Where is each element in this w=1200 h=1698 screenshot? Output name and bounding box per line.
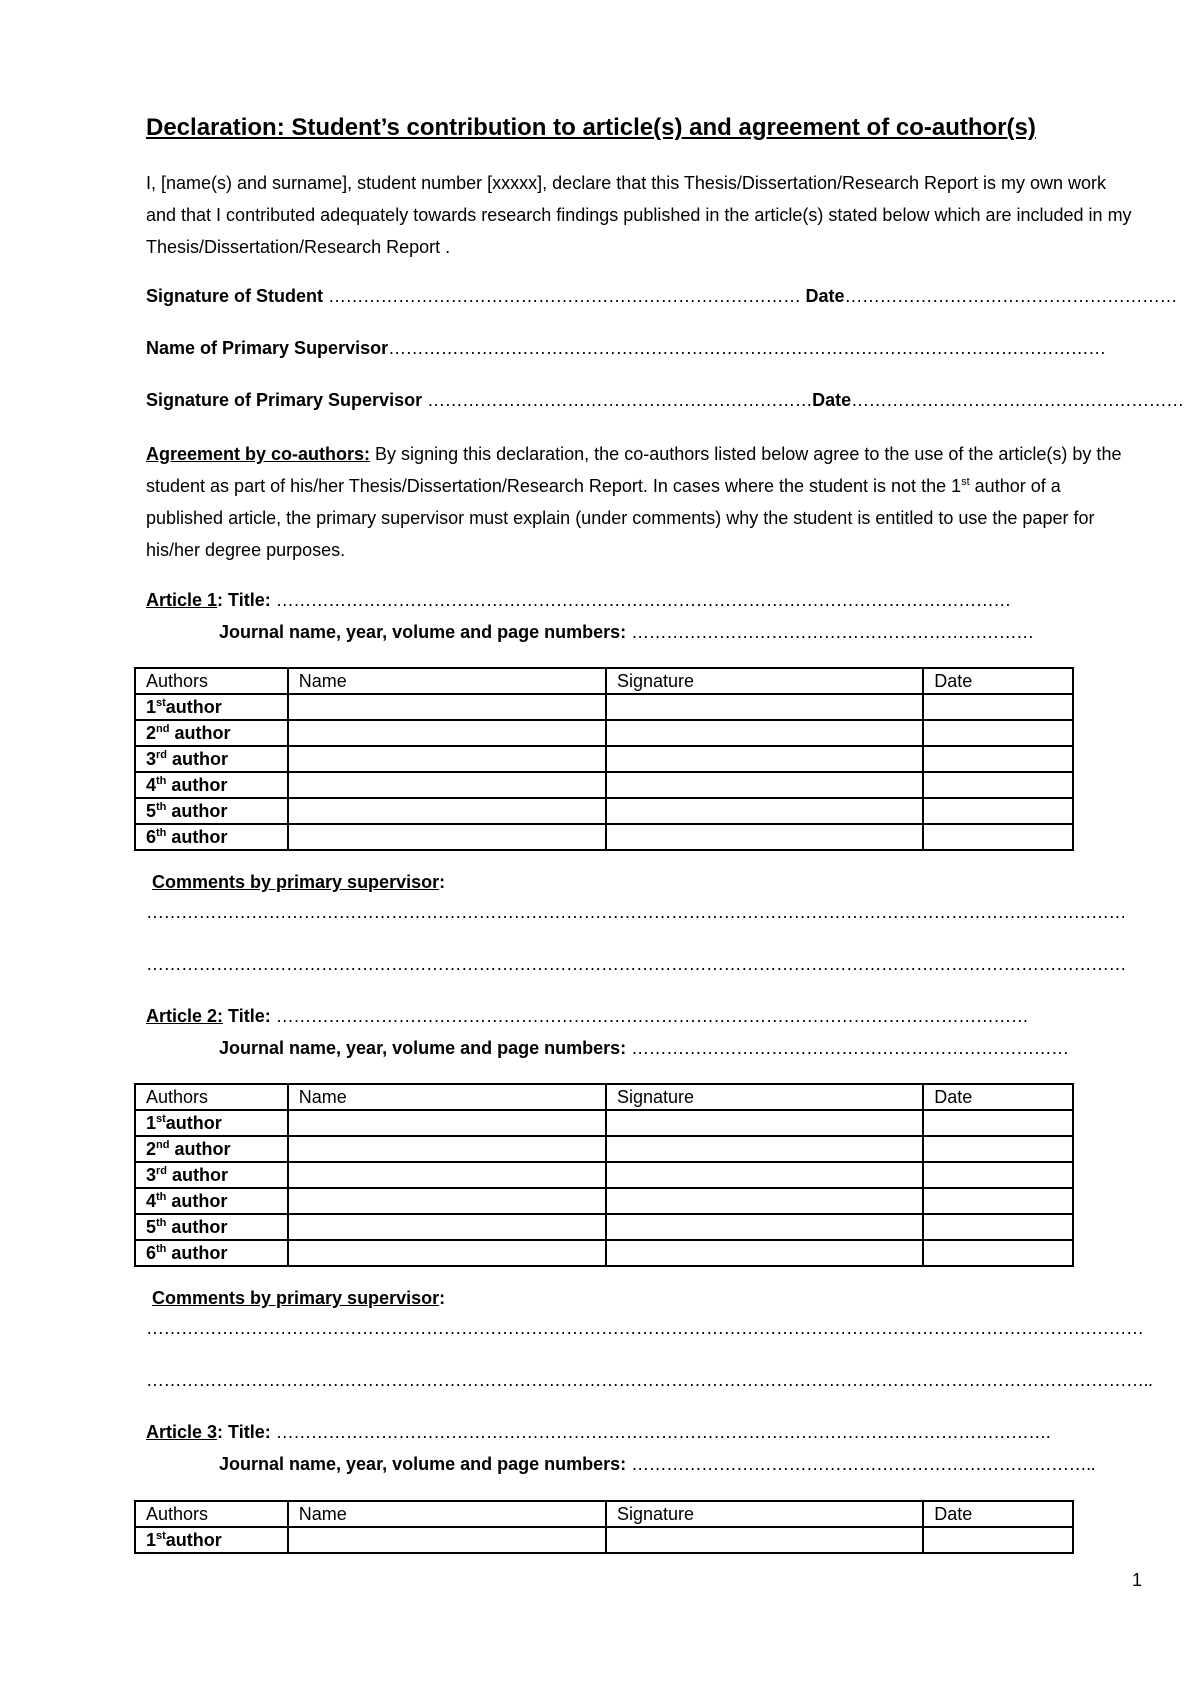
table-row [135,1188,1073,1214]
declaration-paragraph: I, [name(s) and surname], student number [xxxxx], declare that this Thesis/Dissertation/Research Report is my own work and that I contributed adequately towards research findings published in the article(s) stated below which are included in my Thesis/Dissertation/Research Report . [146,173,1132,257]
agreement-text-1: By signing this declaration, the co-authors listed below agree to the use of the article(s) by the student as part of his/her Thesis/Dissertation/Research Report. In cases where the student is not the 1 [146,444,1122,496]
signature-supervisor-date-label: Date [812,390,852,410]
name-cell[interactable] [288,1214,606,1240]
author-label: 6th author [135,824,288,850]
page-number: 1 [1132,1570,1143,1590]
date-cell[interactable] [923,1136,1073,1162]
table-row [135,746,1073,772]
table-row [135,694,1073,720]
date-cell[interactable] [923,1240,1073,1266]
article-2-journal-dots: ………………………………………………………………… [631,1038,1069,1058]
author-label: 5th author [135,798,288,824]
name-cell[interactable] [288,798,606,824]
name-supervisor-dots: …………………………………………………………………………………………………………… [388,338,1106,358]
signature-cell[interactable] [606,720,923,746]
article-1-authors-table [134,667,1074,851]
name-supervisor-line[interactable] [146,338,1106,359]
header-authors: Authors [135,668,288,694]
table-header-row [135,668,1073,694]
name-cell[interactable] [288,1162,606,1188]
signature-student-date-label: Date [800,286,845,306]
name-cell[interactable] [288,1240,606,1266]
header-name: Name [288,668,606,694]
article-2-comments-label: Comments by primary supervisor: [152,1288,446,1308]
signature-cell[interactable] [606,1162,923,1188]
signature-student-line[interactable] [146,286,1177,307]
author-label: 1stauthor [135,1527,288,1553]
table-row [135,1136,1073,1162]
article-1-heading: Article 1 [146,590,218,610]
date-cell[interactable] [923,694,1073,720]
article-2-heading: Article 2: [146,1006,224,1026]
article-2-title-dots: ………………………………………………………………………………………………………………… [275,1006,1029,1026]
signature-student-date-dots: ………………………………………………… [844,286,1178,306]
date-cell[interactable] [923,1214,1073,1240]
signature-supervisor-dots: ………………………………………………………… [427,390,813,410]
header-signature: Signature [606,1084,923,1110]
table-row [135,798,1073,824]
table-row [135,1527,1073,1553]
table-row [135,824,1073,850]
article-1-title-line[interactable] [146,590,1011,611]
signature-cell[interactable] [606,746,923,772]
article-1-comment-line-1[interactable]: …………………………………………………………………………………………………………………………………………………… [146,902,1126,922]
name-supervisor-label: Name of Primary Supervisor [146,338,389,358]
name-cell[interactable] [288,746,606,772]
agreement-sup: st [961,476,970,488]
name-cell[interactable] [288,1527,606,1553]
signature-cell[interactable] [606,772,923,798]
signature-cell[interactable] [606,694,923,720]
date-cell[interactable] [923,1188,1073,1214]
author-label: 2nd author [135,1136,288,1162]
table-row [135,1214,1073,1240]
article-3-journal-dots: …………………………………………………………………….. [631,1454,1096,1474]
table-row [135,1240,1073,1266]
article-1-comments-label: Comments by primary supervisor: [152,872,446,892]
article-1-journal-dots: …………………………………………………………… [631,622,1034,642]
name-cell[interactable] [288,694,606,720]
article-3-title-line[interactable] [146,1422,1050,1443]
table-header-row [135,1501,1073,1527]
signature-cell[interactable] [606,824,923,850]
signature-cell[interactable] [606,1240,923,1266]
agreement-paragraph [146,438,1136,566]
date-cell[interactable] [923,1162,1073,1188]
article-3-journal-line[interactable] [219,1454,1095,1475]
table-row [135,720,1073,746]
article-2-comment-line-1[interactable]: ……………………………………………………………………………………………………………………………………………………… [146,1318,1144,1338]
date-cell[interactable] [923,772,1073,798]
author-label: 4th author [135,1188,288,1214]
signature-cell[interactable] [606,798,923,824]
author-label: 1stauthor [135,694,288,720]
article-2-journal-label: Journal name, year, volume and page numbers: [219,1038,632,1058]
article-2-comment-line-2[interactable]: ……………………………………………………………………………………………………………………………………………………….. [146,1370,1153,1390]
page-title: Declaration: Student’s contribution to article(s) and agreement of co-author(s) [146,114,1036,141]
signature-cell[interactable] [606,1110,923,1136]
article-3-journal-label: Journal name, year, volume and page numbers: [219,1454,632,1474]
article-1-title-dots: ……………………………………………………………………………………………………………… [275,590,1011,610]
table-header-row [135,1084,1073,1110]
header-date: Date [923,1501,1073,1527]
name-cell[interactable] [288,1188,606,1214]
signature-supervisor-line[interactable] [146,390,1184,411]
signature-cell[interactable] [606,1527,923,1553]
article-2-title-line[interactable] [146,1006,1028,1027]
date-cell[interactable] [923,1110,1073,1136]
agreement-text-2: author of a published article, the primary supervisor must explain (under comments) why the student is entitled to use the paper for his/her degree purposes. [146,476,1095,560]
article-3-title-dots: ……………………………………………………………………………………………………………………. [275,1422,1051,1442]
signature-student-label: Signature of Student [146,286,328,306]
article-2-journal-line[interactable] [219,1038,1069,1059]
signature-cell[interactable] [606,1136,923,1162]
agreement-heading: Agreement by co-authors: [146,444,371,464]
header-date: Date [923,1084,1073,1110]
article-1-comment-line-2[interactable]: …………………………………………………………………………………………………………………………………………………… [146,954,1126,974]
signature-supervisor-date-dots: ………………………………………………… [851,390,1184,410]
header-name: Name [288,1501,606,1527]
article-3-authors-table [134,1500,1074,1554]
author-label: 1stauthor [135,1110,288,1136]
table-row [135,1162,1073,1188]
header-authors: Authors [135,1084,288,1110]
author-label: 3rd author [135,746,288,772]
name-cell[interactable] [288,824,606,850]
date-cell[interactable] [923,1527,1073,1553]
article-1-journal-label: Journal name, year, volume and page numbers: [219,622,632,642]
date-cell[interactable] [923,824,1073,850]
author-label: 2nd author [135,720,288,746]
article-2-title-label: Title: [223,1006,276,1026]
header-signature: Signature [606,668,923,694]
date-cell[interactable] [923,720,1073,746]
signature-supervisor-label: Signature of Primary Supervisor [146,390,428,410]
author-label: 5th author [135,1214,288,1240]
signature-cell[interactable] [606,1214,923,1240]
article-2-authors-table [134,1083,1074,1267]
signature-cell[interactable] [606,1188,923,1214]
table-row [135,1110,1073,1136]
date-cell[interactable] [923,746,1073,772]
name-cell[interactable] [288,772,606,798]
article-1-title-label: : Title: [217,590,276,610]
header-date: Date [923,668,1073,694]
header-name: Name [288,1084,606,1110]
author-label: 4th author [135,772,288,798]
article-3-heading: Article 3 [146,1422,218,1442]
date-cell[interactable] [923,798,1073,824]
article-1-journal-line[interactable] [219,622,1034,643]
table-row [135,772,1073,798]
header-authors: Authors [135,1501,288,1527]
signature-student-dots: ……………………………………………………………………… [328,286,801,306]
name-cell[interactable] [288,1110,606,1136]
author-label: 6th author [135,1240,288,1266]
article-3-title-label: : Title: [217,1422,276,1442]
name-cell[interactable] [288,720,606,746]
header-signature: Signature [606,1501,923,1527]
author-label: 3rd author [135,1162,288,1188]
name-cell[interactable] [288,1136,606,1162]
